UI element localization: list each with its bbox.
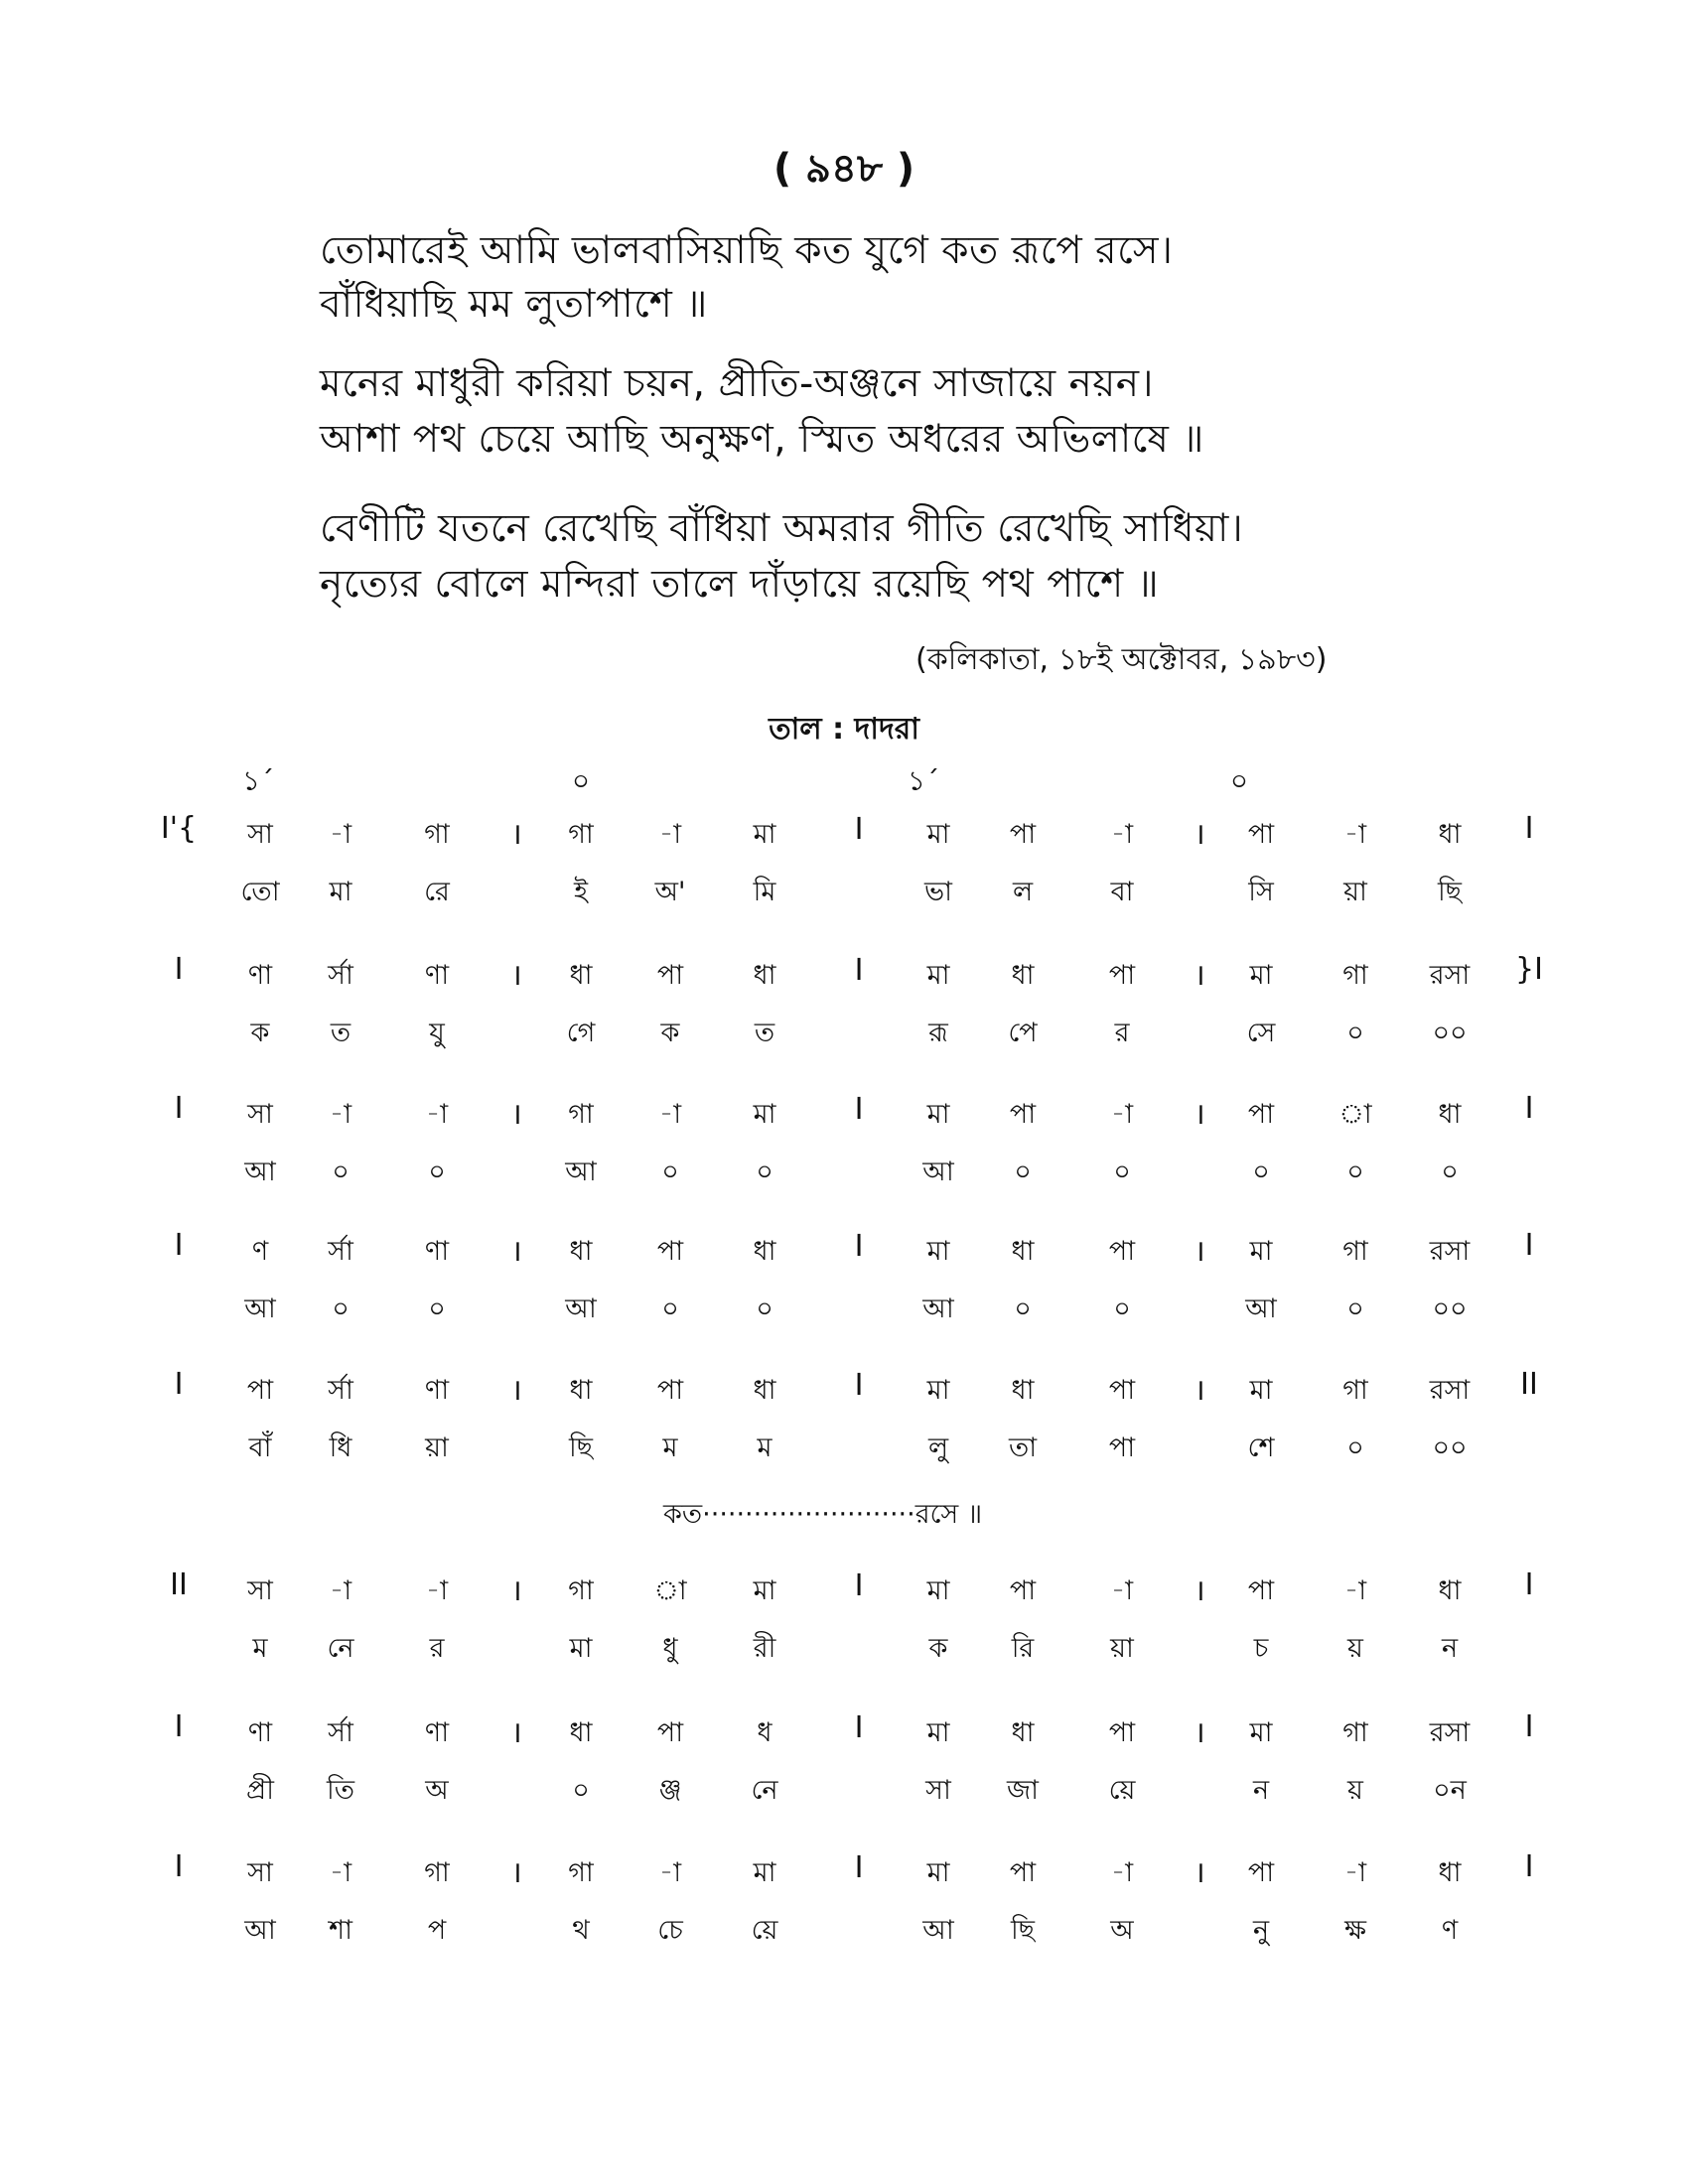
- lyric-syllable: মা: [329, 877, 352, 907]
- page-number: ( ৯৪৮ ): [773, 146, 915, 192]
- swara-note: ধা: [569, 1236, 593, 1267]
- lyric-syllable: ০০: [1432, 1433, 1468, 1463]
- lyric-syllable: সা: [925, 1775, 951, 1806]
- swara-note: মা: [753, 1857, 776, 1888]
- swara-note: ণা: [424, 960, 450, 991]
- beat-mark: ১´: [907, 764, 940, 797]
- swara-note: ণ: [251, 1236, 269, 1267]
- lyric-syllable: আ: [244, 1915, 276, 1946]
- swara-note: পা: [246, 1375, 274, 1406]
- lyric-syllable: য়া: [1343, 877, 1367, 907]
- measure-divider: I: [854, 1092, 864, 1127]
- lyric-syllable: ০: [332, 1294, 350, 1324]
- swara-note: ধা: [1438, 1857, 1462, 1888]
- lyric-syllable: য়: [1347, 1633, 1363, 1664]
- lyric-syllable: প্রী: [246, 1775, 274, 1806]
- swara-note: মা: [926, 960, 950, 991]
- lyric-syllable: য়ে: [1108, 1775, 1136, 1806]
- swara-note: ণা: [424, 1717, 450, 1748]
- swara-note: পা: [656, 1236, 684, 1267]
- lyric-syllable: ০: [756, 1294, 774, 1324]
- lyric-syllable: ০: [1113, 1157, 1131, 1187]
- lyric-syllable: ০: [1346, 1018, 1364, 1048]
- swara-note: পা: [1009, 1857, 1037, 1888]
- lyric-syllable: পা: [1108, 1433, 1136, 1463]
- swara-note: ধা: [753, 960, 776, 991]
- swara-note: পা: [1108, 1375, 1136, 1406]
- swara-note: রসা: [1429, 1236, 1471, 1267]
- lyric-syllable: য়া: [425, 1433, 449, 1463]
- lyric-syllable: তি: [327, 1775, 354, 1806]
- swara-note: গা: [568, 819, 594, 850]
- swara-note: সা: [247, 1575, 273, 1606]
- lyric-syllable: অ': [654, 877, 686, 907]
- lyric-syllable: ণ: [1441, 1915, 1459, 1946]
- lyric-syllable: ক: [250, 1018, 270, 1048]
- row-start-bar: I'{: [160, 811, 198, 846]
- measure-divider: ।: [1194, 1373, 1205, 1408]
- lyric-syllable: ০: [1014, 1157, 1032, 1187]
- swara-note: ণা: [424, 1236, 450, 1267]
- swara-note: ধা: [753, 1375, 776, 1406]
- lyric-syllable: ত: [330, 1018, 352, 1048]
- measure-divider: ।: [510, 1573, 522, 1608]
- swara-note: মা: [926, 1717, 950, 1748]
- swara-note: র্সা: [328, 1717, 353, 1748]
- lyric-syllable: ই: [573, 877, 589, 907]
- lyric-syllable: পে: [1008, 1018, 1038, 1048]
- swara-note: -া: [329, 1575, 352, 1606]
- swara-note: পা: [1247, 819, 1275, 850]
- swara-note: গা: [1342, 1375, 1368, 1406]
- lyric-syllable: মি: [753, 877, 776, 907]
- measure-divider: ।: [510, 1373, 522, 1408]
- lyric-line: তোমারেই আমি ভালবাসিয়াছি কত যুগে কত রূপে রসে।: [320, 228, 1174, 273]
- swara-note: ধা: [1011, 1236, 1035, 1267]
- lyric-syllable: আ: [244, 1294, 276, 1324]
- swara-note: -া: [1343, 1857, 1367, 1888]
- swara-note: মা: [926, 1375, 950, 1406]
- measure-divider: ।: [1194, 817, 1205, 852]
- swara-note: সা: [247, 1099, 273, 1130]
- lyric-syllable: ০: [661, 1157, 679, 1187]
- lyric-line: বাঁধিয়াছি মম লুতাপাশে ॥: [320, 282, 708, 327]
- row-start-bar: I: [174, 1709, 184, 1744]
- lyric-syllable: ০: [1252, 1157, 1270, 1187]
- swara-note: ধা: [569, 1717, 593, 1748]
- swara-note: মা: [753, 819, 776, 850]
- lyric-syllable: ০: [661, 1294, 679, 1324]
- lyric-line: নৃত্যের বোলে মন্দিরা তালে দাঁড়ায়ে রয়েছি পথ পাশে ॥: [320, 562, 1160, 607]
- lyric-syllable: নে: [751, 1775, 778, 1806]
- lyric-line: মনের মাধুরী করিয়া চয়ন, প্রীতি-অঞ্জনে সাজায়ে নয়ন।: [320, 361, 1154, 406]
- lyric-syllable: আ: [565, 1157, 597, 1187]
- swara-note: মা: [1249, 1375, 1273, 1406]
- swara-note: ধা: [569, 960, 593, 991]
- measure-divider: ।: [510, 817, 522, 852]
- swara-note: মা: [926, 1857, 950, 1888]
- swara-note: মা: [753, 1575, 776, 1606]
- measure-divider: ।: [510, 1715, 522, 1750]
- swara-note: রসা: [1429, 960, 1471, 991]
- lyric-syllable: ০: [428, 1157, 446, 1187]
- taal-heading: তাল : দাদরা: [769, 712, 919, 747]
- row-end-bar: I: [1524, 1849, 1534, 1884]
- swara-note: পা: [656, 1717, 684, 1748]
- lyric-syllable: আ: [1245, 1294, 1277, 1324]
- swara-note: গা: [1342, 960, 1368, 991]
- swara-note: ণা: [424, 1375, 450, 1406]
- measure-divider: ।: [510, 1097, 522, 1132]
- measure-divider: I: [854, 1368, 864, 1403]
- row-end-bar: I: [1524, 1709, 1534, 1744]
- swara-note: গা: [568, 1099, 594, 1130]
- measure-divider: I: [854, 1229, 864, 1264]
- lyric-syllable: ০: [1346, 1294, 1364, 1324]
- swara-note: -া: [658, 1099, 682, 1130]
- measure-divider: I: [854, 1850, 864, 1885]
- lyric-syllable: বাঁ: [248, 1433, 272, 1463]
- swara-note: পা: [1247, 1099, 1275, 1130]
- lyric-syllable: সি: [1248, 877, 1274, 907]
- lyric-line: বেণীটি যতনে রেখেছি বাঁধিয়া অমরার গীতি রেখেছি সাধিয়া।: [320, 506, 1244, 551]
- lyric-syllable: তা: [1008, 1433, 1038, 1463]
- row-end-bar: I: [1524, 1568, 1534, 1602]
- lyric-syllable: ঞ্জ: [658, 1775, 682, 1806]
- lyric-syllable: ০০: [1432, 1294, 1468, 1324]
- lyric-syllable: বা: [1110, 877, 1134, 907]
- lyric-syllable: ম: [252, 1633, 268, 1664]
- lyric-syllable: চে: [657, 1915, 683, 1946]
- lyric-syllable: অ: [425, 1775, 449, 1806]
- swara-note: ধা: [1438, 1575, 1462, 1606]
- lyric-syllable: রে: [424, 877, 450, 907]
- measure-divider: ।: [1194, 1715, 1205, 1750]
- beat-mark: ০: [571, 764, 591, 797]
- measure-divider: I: [854, 1710, 864, 1745]
- lyric-syllable: য়: [1347, 1775, 1363, 1806]
- lyric-syllable: নু: [1252, 1915, 1270, 1946]
- lyric-syllable: সে: [1246, 1018, 1276, 1048]
- swara-note: -া: [425, 1575, 449, 1606]
- swara-note: গা: [1342, 1717, 1368, 1748]
- measure-divider: I: [854, 953, 864, 988]
- row-end-bar: }I: [1515, 952, 1543, 987]
- lyric-syllable: শে: [1247, 1433, 1275, 1463]
- lyric-syllable: ছি: [1010, 1915, 1036, 1946]
- measure-divider: ।: [510, 1234, 522, 1269]
- lyric-syllable: রী: [753, 1633, 776, 1664]
- lyric-syllable: আ: [565, 1294, 597, 1324]
- measure-divider: I: [854, 812, 864, 847]
- lyric-syllable: ০০: [1432, 1018, 1468, 1048]
- lyric-syllable: আ: [922, 1157, 954, 1187]
- swara-note: গা: [1342, 1236, 1368, 1267]
- lyric-syllable: তো: [240, 877, 280, 907]
- swara-note: ধ: [757, 1717, 773, 1748]
- lyric-syllable: ম: [757, 1433, 773, 1463]
- swara-note: -া: [1110, 1575, 1134, 1606]
- swara-note: গা: [424, 819, 450, 850]
- lyric-syllable: রি: [1011, 1633, 1035, 1664]
- swara-note: মা: [753, 1099, 776, 1130]
- lyric-syllable: জা: [1007, 1775, 1039, 1806]
- lyric-syllable: ল: [1012, 877, 1034, 907]
- swara-note: -া: [658, 819, 682, 850]
- measure-divider: ।: [1194, 1573, 1205, 1608]
- lyric-syllable: যু: [429, 1018, 445, 1048]
- lyric-syllable: ০: [756, 1157, 774, 1187]
- measure-divider: ।: [510, 958, 522, 993]
- lyric-syllable: ০: [332, 1157, 350, 1187]
- dateline: (কলিকাতা, ১৮ই অক্টোবর, ১৯৮৩): [915, 642, 1328, 677]
- row-end-bar: I: [1524, 811, 1534, 846]
- lyric-syllable: আ: [922, 1294, 954, 1324]
- lyric-syllable: ছি: [568, 1433, 594, 1463]
- lyric-syllable: ০: [428, 1294, 446, 1324]
- swara-note: মা: [1249, 960, 1273, 991]
- swara-note: পা: [1247, 1857, 1275, 1888]
- swara-note: ণা: [247, 1717, 273, 1748]
- lyric-syllable: গে: [566, 1018, 596, 1048]
- swara-note: পা: [1247, 1575, 1275, 1606]
- swara-note: -া: [329, 1857, 352, 1888]
- swara-note: -া: [1343, 1575, 1367, 1606]
- swara-note: রসা: [1429, 1717, 1471, 1748]
- lyric-syllable: থ: [572, 1915, 590, 1946]
- row-end-bar: I: [1524, 1228, 1534, 1263]
- row-start-bar: I: [174, 1228, 184, 1263]
- swara-note: মা: [926, 1575, 950, 1606]
- swara-note: -া: [329, 819, 352, 850]
- swara-note: ণা: [247, 960, 273, 991]
- swara-note: ধা: [753, 1236, 776, 1267]
- swara-note: ধা: [1011, 960, 1035, 991]
- swara-note: -া: [1110, 1099, 1134, 1130]
- lyric-syllable: ০: [572, 1775, 590, 1806]
- lyric-syllable: র: [429, 1633, 445, 1664]
- row-end-bar: I: [1524, 1091, 1534, 1126]
- swara-note: ধা: [1438, 1099, 1462, 1130]
- lyric-syllable: র: [1114, 1018, 1130, 1048]
- swara-note: পা: [1009, 1099, 1037, 1130]
- lyric-syllable: ত: [754, 1018, 775, 1048]
- lyric-syllable: ক: [928, 1633, 948, 1664]
- beat-mark: ০: [1229, 764, 1249, 797]
- refrain-cue: কত·························রসে ॥: [663, 1499, 983, 1530]
- lyric-syllable: ধি: [329, 1433, 352, 1463]
- swara-note: া: [1338, 1099, 1372, 1130]
- swara-note: ধা: [1011, 1375, 1035, 1406]
- swara-note: গা: [568, 1857, 594, 1888]
- lyric-syllable: ০: [1346, 1433, 1364, 1463]
- swara-note: পা: [1108, 960, 1136, 991]
- swara-note: ধা: [1011, 1717, 1035, 1748]
- swara-note: মা: [926, 1099, 950, 1130]
- measure-divider: ।: [1194, 1234, 1205, 1269]
- row-start-bar: I: [174, 1091, 184, 1126]
- lyric-syllable: ০: [1113, 1294, 1131, 1324]
- swara-note: া: [653, 1575, 687, 1606]
- swara-note: -া: [1343, 819, 1367, 850]
- swara-note: গা: [568, 1575, 594, 1606]
- row-end-bar: II: [1520, 1367, 1538, 1402]
- swara-note: রসা: [1429, 1375, 1471, 1406]
- lyric-syllable: ০: [1346, 1157, 1364, 1187]
- swara-note: পা: [656, 1375, 684, 1406]
- lyric-syllable: মা: [569, 1633, 593, 1664]
- swara-note: র্সা: [328, 960, 353, 991]
- swara-note: ধা: [569, 1375, 593, 1406]
- swara-note: মা: [1249, 1236, 1273, 1267]
- swara-note: -া: [425, 1099, 449, 1130]
- swara-note: পা: [656, 960, 684, 991]
- lyric-syllable: আ: [922, 1915, 954, 1946]
- swara-note: মা: [1249, 1717, 1273, 1748]
- lyric-syllable: আ: [244, 1157, 276, 1187]
- lyric-syllable: রূ: [928, 1018, 948, 1048]
- swara-note: পা: [1108, 1717, 1136, 1748]
- measure-divider: ।: [1194, 958, 1205, 993]
- lyric-syllable: ম: [662, 1433, 678, 1463]
- lyric-syllable: চ: [1253, 1633, 1269, 1664]
- beat-mark: ১´: [241, 764, 275, 797]
- swara-note: -া: [329, 1099, 352, 1130]
- swara-note: মা: [926, 819, 950, 850]
- lyric-syllable: ধু: [662, 1633, 678, 1664]
- swara-note: র্সা: [328, 1236, 353, 1267]
- row-start-bar: I: [174, 952, 184, 987]
- lyric-syllable: প: [427, 1915, 447, 1946]
- lyric-syllable: ক: [660, 1018, 680, 1048]
- lyric-syllable: শা: [329, 1915, 352, 1946]
- row-start-bar: I: [174, 1849, 184, 1884]
- swara-note: র্সা: [328, 1375, 353, 1406]
- swara-note: মা: [926, 1236, 950, 1267]
- swara-note: -া: [1110, 819, 1134, 850]
- measure-divider: ।: [1194, 1097, 1205, 1132]
- swara-note: পা: [1009, 1575, 1037, 1606]
- lyric-syllable: ০ন: [1433, 1775, 1467, 1806]
- lyric-syllable: লু: [927, 1433, 949, 1463]
- lyric-line: আশা পথ চেয়ে আছি অনুক্ষণ, স্মিত অধরের অভিলাষে ॥: [320, 417, 1204, 462]
- swara-note: -া: [1110, 1857, 1134, 1888]
- lyric-syllable: নে: [327, 1633, 354, 1664]
- swara-note: গা: [424, 1857, 450, 1888]
- swara-note: ধা: [1438, 819, 1462, 850]
- lyric-syllable: ন: [1441, 1633, 1459, 1664]
- lyric-syllable: ছি: [1437, 877, 1463, 907]
- swara-note: পা: [1108, 1236, 1136, 1267]
- swara-note: সা: [247, 819, 273, 850]
- swara-note: সা: [247, 1857, 273, 1888]
- swara-note: -া: [658, 1857, 682, 1888]
- lyric-syllable: য়া: [1110, 1633, 1134, 1664]
- row-start-bar: II: [170, 1568, 188, 1602]
- measure-divider: ।: [1194, 1855, 1205, 1890]
- lyric-syllable: ০: [1441, 1157, 1459, 1187]
- measure-divider: ।: [510, 1855, 522, 1890]
- lyric-syllable: য়ে: [751, 1915, 778, 1946]
- row-start-bar: I: [174, 1367, 184, 1402]
- lyric-syllable: ০: [1014, 1294, 1032, 1324]
- lyric-syllable: ক্ষ: [1344, 1915, 1366, 1946]
- lyric-syllable: অ: [1110, 1915, 1134, 1946]
- measure-divider: I: [854, 1569, 864, 1603]
- lyric-syllable: ন: [1252, 1775, 1270, 1806]
- lyric-syllable: ভা: [924, 877, 952, 907]
- swara-note: পা: [1009, 819, 1037, 850]
